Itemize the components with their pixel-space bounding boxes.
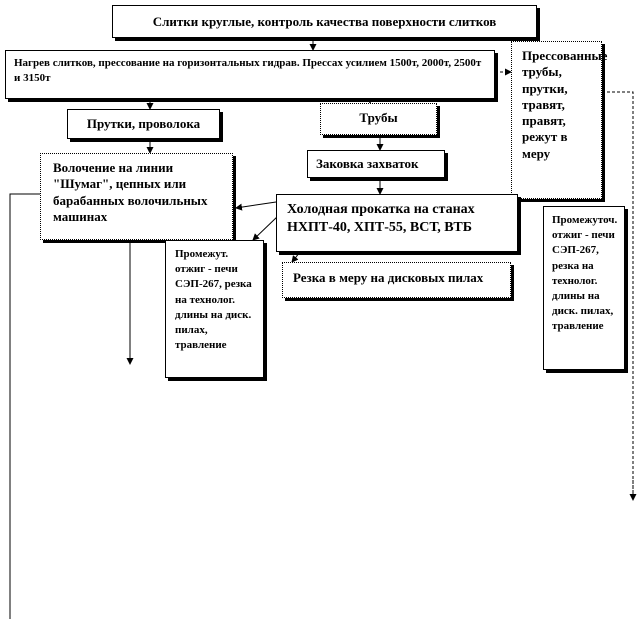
cold-rolling-box: Холодная прокатка на станах НХПТ-40, ХПТ-55, ВСТ, ВТБ <box>276 194 518 252</box>
rods-wire-box: Прутки, проволока <box>67 109 220 139</box>
heating-pressing-box: Нагрев слитков, прессование на горизонтальных гидрав. Прессах усилием 1500т, 2000т, 2500т и 3150т <box>5 50 495 99</box>
arrow-rolling-to-annealing <box>253 216 278 240</box>
pressed-products-box: Прессованные трубы, прутки, травят, правят, режут в меру <box>511 41 602 199</box>
tubes-box: Трубы <box>320 103 437 135</box>
grip-forging-box: Заковка захваток <box>307 150 445 178</box>
loop-line-left <box>10 194 40 619</box>
arrow-rolling-to-drawing <box>236 202 276 208</box>
annealing-right-box: Промежуточ. отжиг - печи СЭП-267, резка на технолог. длины на диск. пилах, травление <box>543 206 625 370</box>
drawing-box: Волочение на линии "Шумаг", цепных или барабанных волочильных машинах <box>40 153 233 240</box>
annealing-left-box: Промежут. отжиг - печи СЭП-267, резка на технолог. длины на диск. пилах, травление <box>165 240 264 378</box>
ingots-box: Слитки круглые, контроль качества поверхности слитков <box>112 5 537 38</box>
arrow-rolling-to-cutting <box>292 252 300 262</box>
cutting-box: Резка в меру на дисковых пилах <box>282 262 511 298</box>
arrow-heating-to-tubes <box>200 99 370 102</box>
